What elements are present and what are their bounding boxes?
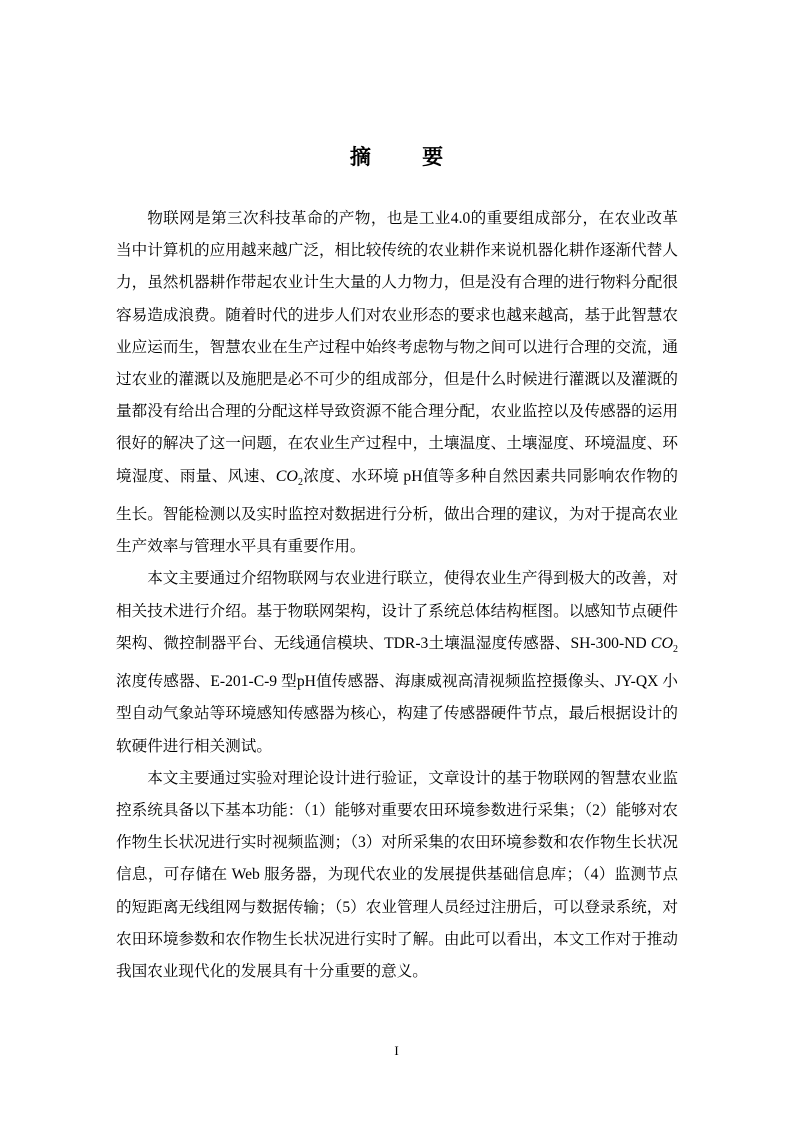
co2-formula	[275, 467, 303, 488]
paragraph-2	[116, 563, 678, 762]
abstract-body	[116, 203, 678, 988]
paragraph-2-text-a: 本文主要通过介绍物联网与农业进行联立，使得农业生产得到极大的改善，对相关技术进行介绍。基于物联网架构，设计了系统总体结构框图。以感知节点硬件架构、微控制器平台、无线通信模块、TDR-3土壤温湿度传感器、SH-300-ND	[116, 570, 678, 652]
paragraph-1-text-a: 物联网是第三次科技革命的产物，也是工业4.0的重要组成部分，在农业改革当中计算机的应用越来越广泛，相比较传统的农业耕作来说机器化耕作逐渐代替人力，虽然机器耕作带起农业计生大量的人力物力，但是没有合理的进行物料分配很容易造成浪费。随着时代的进步人们对农业形态的要求也越来越高，基于此智慧农业应运而生，智慧农业在生产过程中始终考虑物与物之间可以进行合理的交流，通过农业的灌溉以及施肥是必不可少的组成部分，但是什么时候进行灌溉以及灌溉的量都没有给出合理的分配这样导致资源不能合理分配，农业监控以及传感器的运用很好的解决了这一问题，在农业生产过程中，土壤温度、土壤湿度、环境温度、环境湿度、雨量、风速、	[116, 210, 678, 485]
co2-subscript: 2	[673, 644, 678, 656]
co2-symbol: CO	[650, 634, 673, 652]
page-title: 摘 要	[349, 144, 466, 169]
paragraph-3: 本文主要通过实验对理论设计进行验证，文章设计的基于物联网的智慧农业监控系统具备以下基本功能：（1）能够对重要农田环境参数进行采集；（2）能够对农作物生长状况进行实时视频监测；（3）对所采集的农田环境参数和农作物生长状况信息，可存储在 Web 服务器，为现代农业的发展提供基础信息库；（4）监测节点的短距离无线组网与数据传输；（5）农业管理人员经过注册后，可以登录系统，对农田环境参数和农作物生长状况进行实时了解。由此可以看出，本文工作对于推动我国农业现代化的发展具有十分重要的意义。	[116, 769, 678, 981]
paragraph-1-text-b: 浓度、水环境 pH值等多种自然因素共同影响农作物的生长。智能检测以及实时监控对数据进行分析，做出合理的建议，为对于提高农业生产效率与管理水平具有重要作用。	[116, 467, 678, 556]
paragraph-2-text-b: 浓度传感器、E-201-C-9 型pH值传感器、海康威视高清视频监控摄像头、JY-QX 小型自动气象站等环境感知传感器为核心，构建了传感器硬件节点，最后根据设计的软硬件进行相关测试。	[116, 673, 678, 755]
co2-formula	[650, 634, 678, 656]
co2-subscript: 2	[297, 476, 303, 488]
co2-symbol: CO	[275, 467, 298, 485]
page-number: I	[394, 1043, 399, 1058]
paragraph-1	[116, 203, 678, 563]
